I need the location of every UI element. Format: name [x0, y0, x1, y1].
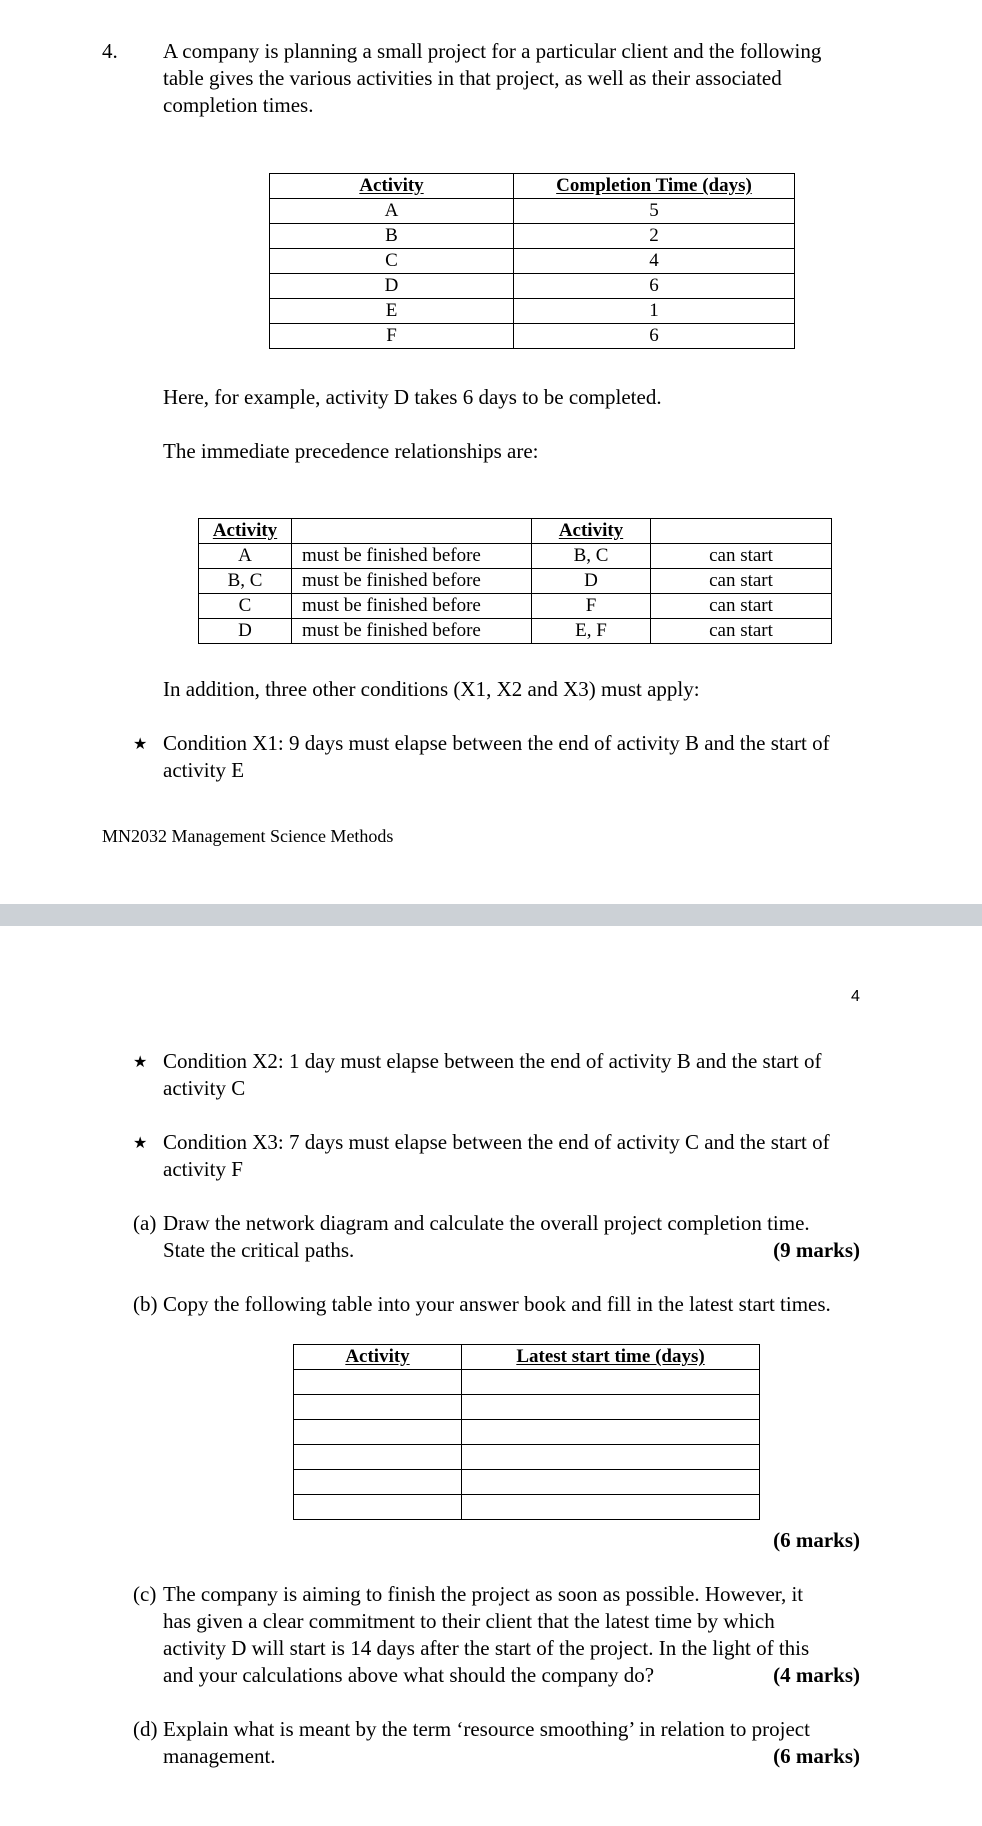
star-bullet-icon: ★ [133, 1133, 148, 1152]
table-row [270, 224, 795, 249]
table-header-row [199, 519, 832, 544]
latest-start-cell [462, 1470, 760, 1495]
to-cell: D [532, 569, 651, 594]
question-intro: A company is planning a small project for a particular client and the following table gives the various activities in that project, as well as their associated completion times. [163, 39, 822, 117]
activity-cell: E [270, 299, 514, 324]
part-a-line1: Draw the network diagram and calculate the overall project completion time. [163, 1211, 810, 1235]
part-d-line2: management. [163, 1744, 276, 1768]
table-row [294, 1420, 760, 1445]
column-header: Activity [532, 519, 651, 544]
time-cell: 1 [514, 299, 795, 324]
part-c-line1: The company is aiming to finish the project as soon as possible. However, it [163, 1582, 804, 1606]
activity-cell [294, 1420, 462, 1445]
star-bullet-icon: ★ [133, 1052, 148, 1071]
end-cell: can start [651, 619, 832, 644]
part-c-line4: and your calculations above what should the company do? [163, 1663, 655, 1687]
page-number: 4 [851, 988, 860, 1005]
table-row [199, 594, 832, 619]
to-cell: F [532, 594, 651, 619]
latest-start-cell [462, 1445, 760, 1470]
table-row [199, 544, 832, 569]
part-b-label: (b) [133, 1292, 158, 1316]
page-footer: MN2032 Management Science Methods [102, 826, 394, 846]
column-header: Completion Time (days) [514, 174, 795, 199]
part-d-line1: Explain what is meant by the term ‘resource smoothing’ in relation to project [163, 1717, 810, 1741]
table-header-row [294, 1345, 760, 1370]
part-d-marks: (6 marks) [773, 1744, 860, 1768]
part-d-label: (d) [133, 1717, 158, 1741]
activity-cell: B [270, 224, 514, 249]
activity-cell: A [270, 199, 514, 224]
condition-x2: Condition X2: 1 day must elapse between the end of activity B and the start of activity C [163, 1049, 822, 1100]
time-cell: 4 [514, 249, 795, 274]
precedence-intro: The immediate precedence relationships are: [163, 439, 539, 463]
column-header [292, 519, 532, 544]
from-cell: A [199, 544, 292, 569]
precedence-table [198, 518, 832, 644]
to-cell: E, F [532, 619, 651, 644]
phrase-cell: must be finished before [292, 544, 532, 569]
from-cell: B, C [199, 569, 292, 594]
part-c-marks: (4 marks) [773, 1663, 860, 1687]
activity-cell [294, 1495, 462, 1520]
part-b-marks: (6 marks) [773, 1528, 860, 1552]
latest-start-cell [462, 1395, 760, 1420]
example-text: Here, for example, activity D takes 6 days to be completed. [163, 385, 662, 409]
table-row [270, 274, 795, 299]
time-cell: 6 [514, 324, 795, 349]
part-b-text: Copy the following table into your answer book and fill in the latest start times. [163, 1292, 831, 1316]
activity-cell [294, 1370, 462, 1395]
part-c-line2: has given a clear commitment to their client that the latest time by which [163, 1609, 775, 1633]
question-number: 4. [102, 39, 118, 63]
table-row [270, 324, 795, 349]
end-cell: can start [651, 544, 832, 569]
activity-cell [294, 1470, 462, 1495]
completion-times-table [269, 173, 795, 349]
part-c-line3: activity D will start is 14 days after the start of the project. In the light of this [163, 1636, 810, 1660]
activity-cell: F [270, 324, 514, 349]
part-a-line2: State the critical paths. [163, 1238, 355, 1262]
column-header [651, 519, 832, 544]
part-c-label: (c) [133, 1582, 157, 1606]
column-header: Activity [270, 174, 514, 199]
table-row [294, 1495, 760, 1520]
activity-cell [294, 1395, 462, 1420]
column-header: Activity [294, 1345, 462, 1370]
table-row [270, 249, 795, 274]
latest-start-table [293, 1344, 760, 1520]
activity-cell: D [270, 274, 514, 299]
table-row [294, 1445, 760, 1470]
table-row [270, 299, 795, 324]
table-header-row [270, 174, 795, 199]
part-a-label: (a) [133, 1211, 157, 1235]
table-row [199, 619, 832, 644]
condition-x1: Condition X1: 9 days must elapse between the end of activity B and the start of activity E [163, 731, 830, 782]
from-cell: D [199, 619, 292, 644]
page-separator [0, 904, 982, 926]
latest-start-cell [462, 1370, 760, 1395]
table-row [270, 199, 795, 224]
part-a-marks: (9 marks) [773, 1238, 860, 1262]
time-cell: 2 [514, 224, 795, 249]
time-cell: 5 [514, 199, 795, 224]
column-header: Activity [199, 519, 292, 544]
table-row [294, 1395, 760, 1420]
end-cell: can start [651, 569, 832, 594]
table-row [199, 569, 832, 594]
table-row [294, 1370, 760, 1395]
latest-start-cell [462, 1420, 760, 1445]
time-cell: 6 [514, 274, 795, 299]
condition-x3: Condition X3: 7 days must elapse between the end of activity C and the start of activity F [163, 1130, 830, 1181]
star-bullet-icon: ★ [133, 734, 148, 753]
to-cell: B, C [532, 544, 651, 569]
conditions-intro: In addition, three other conditions (X1, X2 and X3) must apply: [163, 677, 700, 701]
table-row [294, 1470, 760, 1495]
end-cell: can start [651, 594, 832, 619]
latest-start-cell [462, 1495, 760, 1520]
activity-cell: C [270, 249, 514, 274]
activity-cell [294, 1445, 462, 1470]
phrase-cell: must be finished before [292, 594, 532, 619]
phrase-cell: must be finished before [292, 619, 532, 644]
from-cell: C [199, 594, 292, 619]
phrase-cell: must be finished before [292, 569, 532, 594]
column-header: Latest start time (days) [462, 1345, 760, 1370]
